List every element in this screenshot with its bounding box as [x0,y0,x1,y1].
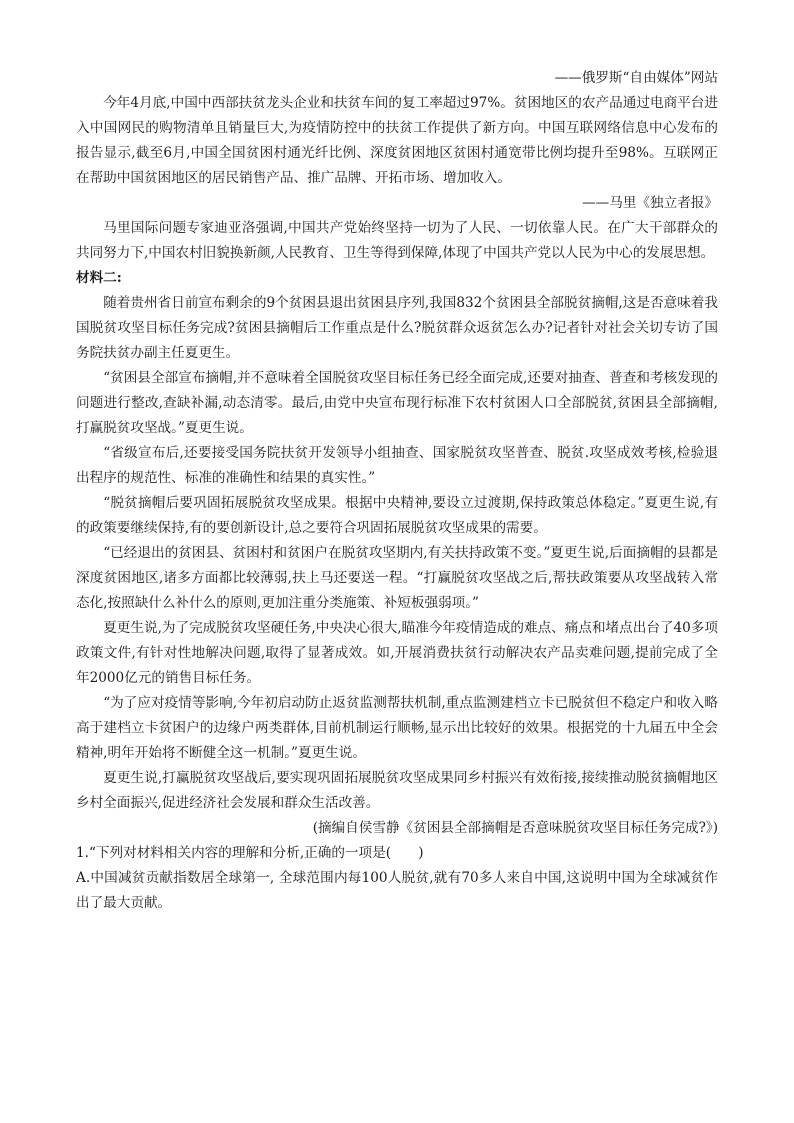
paragraph: 夏更生说,打赢脱贫攻坚战后,要实现巩固拓展脱贫攻坚成果同乡村振兴有效衔接,接续推动脱贫摘帽地区乡村全面振兴,促进经济社会发展和群众生活改善。 [76,770,718,811]
paragraph: “为了应对疫情等影响,今年初启动防止返贫监测帮扶机制,重点监测建档立卡已脱贫但不稳定户和收入略高于建档立卡贫困户的边缘户两类群体,目前机制运行顺畅,显示出比较好的效果。根据党的十九届五中全会精神,明年开始将不断健全这一机制。”夏更生说。 [76,695,718,761]
paragraph: 夏更生说,为了完成脱贫攻坚硬任务,中央决心很大,瞄准今年疫情造成的难点、痛点和堵点出台了40多项政策文件,有针对性地解决问题,取得了显著成效。如,开展消费扶贫行动解决农产品卖难问题,提前完成了全年2000亿元的销售目标任务。 [76,620,718,686]
question-option-a: A.中国减贫贡献指数居全球第一, 全球范围内每100人脱贫,就有70多人来自中国,这说明中国为全球减贫作出了最大贡献。 [76,870,718,911]
paragraph: “已经退出的贫困县、贫困村和贫困户在脱贫攻坚期内,有关扶持政策不变。”夏更生说,后面摘帽的县都是深度贫困地区,诸多方面都比较薄弱,扶上马还要送一程。“打赢脱贫攻坚战之后,帮扶政策要从攻坚战转入常态化,按照缺什么补什么的原则,更加注重分类施策、补短板强弱项。” [76,545,718,611]
question-stem: 1.“下列对材料相关内容的理解和分析,正确的一项是( ) [76,845,424,861]
section-heading: 材料二: [76,270,122,286]
paragraph: 今年4月底,中国中西部扶贫龙头企业和扶贫车间的复工率超过97%。贫困地区的农产品通过电商平台进入中国网民的购物清单且销量巨大,为疫情防控中的扶贫工作提供了新方向。中国互联网络信息中心发布的报告显示,截至6月,中国全国贫困村通光纤比例、深度贫困地区贫困村通宽带比例均提升至98%。互联网正在帮助中国贫困地区的居民销售产品、推广品牌、开拓市场、增加收入。 [76,95,718,186]
paragraph: “脱贫摘帽后要巩固拓展脱贫攻坚成果。根据中央精神,要设立过渡期,保持政策总体稳定。”夏更生说,有的政策要继续保持,有的要创新设计,总之要符合巩固拓展脱贫攻坚成果的需要。 [76,495,718,536]
paragraph: “贫困县全部宣布摘帽,并不意味着全国脱贫攻坚目标任务已经全面完成,还要对抽查、普查和考核发现的问题进行整改,查缺补漏,动态清零。最后,由党中央宣布现行标准下农村贫困人口全部脱贫,贫困县全部摘帽,打赢脱贫攻坚战。”夏更生说。 [76,370,718,436]
source-attribution: ——马里《独立者报》 [582,195,718,211]
paragraph: “省级宣布后,还要接受国务院扶贫开发领导小组抽查、国家脱贫攻坚普查、脱贫.攻坚成效考核,检验退出程序的规范性、标准的准确性和结果的真实性。” [76,445,718,486]
source-attribution: ——俄罗斯“自由媒体”网站 [554,70,718,86]
source-attribution: (摘编自侯雪静《贫困县全部摘帽是否意味脱贫攻坚目标任务完成?》) [312,820,718,836]
document-page [76,66,718,916]
paragraph: 随着贵州省日前宣布剩余的9个贫困县退出贫困县序列,我国832个贫困县全部脱贫摘帽,这是否意味着我国脱贫攻坚目标任务完成?贫困县摘帽后工作重点是什么?脱贫群众返贫怎么办?记者针对社会关切专访了国务院扶贫办副主任夏更生。 [76,295,718,361]
paragraph: 马里国际问题专家迪亚洛强调,中国共产党始终坚持一切为了人民、一切依靠人民。在广大干部群众的共同努力下,中国农村旧貌换新颜,人民教育、卫生等得到保障,体现了中国共产党以人民为中心的发展思想。 [76,220,718,261]
